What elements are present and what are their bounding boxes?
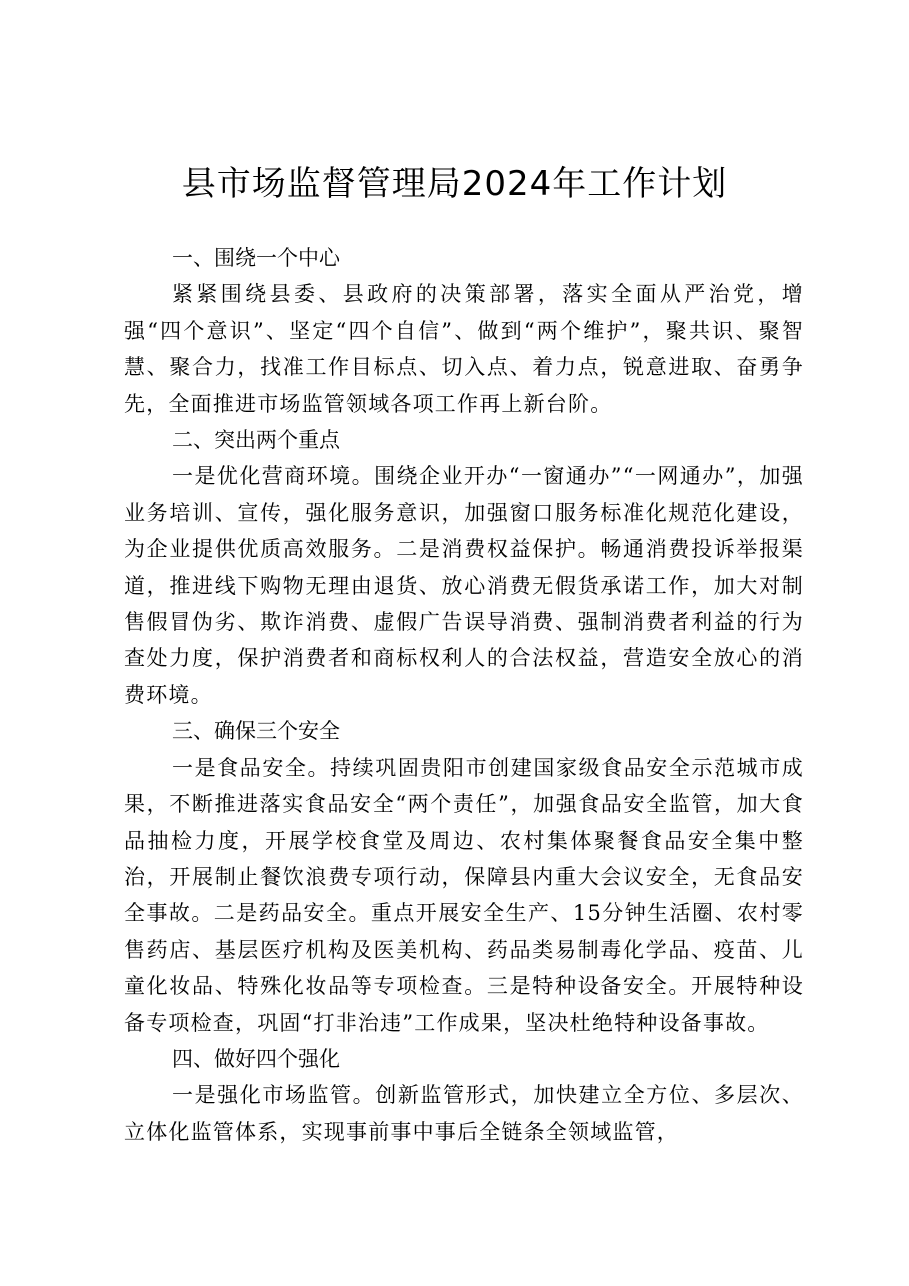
section-paragraph: 紧紧围绕县委、县政府的决策部署，落实全面从严治党，增强“四个意识”、坚定“四个自信”、做到“两个维护”，聚共识、聚智慧、聚合力，找准工作目标点、切入点、着力点，锐意进取、奋勇争先，全面推进市场监管领域各项工作再上新台阶。 [124,282,804,416]
section-3 [124,713,804,1041]
section-heading: 二、突出两个重点 [172,428,340,453]
section-paragraph: 一是强化市场监管。创新监管形式，加快建立全方位、多层次、立体化监管体系，实现事前事中事后全链条全领域监管， [124,1083,804,1144]
section-1 [124,240,804,422]
section-heading: 三、确保三个安全 [172,719,340,744]
document-body [124,240,804,1150]
section-paragraph: 一是优化营商环境。围绕企业开办“一窗通办”“一网通办”，加强业务培训、宣传，强化服务意识，加强窗口服务标准化规范化建设，为企业提供优质高效服务。二是消费权益保护。畅通消费投诉举报渠道，推进线下购物无理由退货、放心消费无假货承诺工作，加大对制售假冒伪劣、欺诈消费、虚假广告误导消费、强制消费者利益的行为查处力度，保护消费者和商标权利人的合法权益，营造安全放心的消费环境。 [124,464,804,707]
section-heading: 四、做好四个强化 [172,1046,340,1071]
section-4 [124,1041,804,1150]
section-paragraph: 一是食品安全。持续巩固贵阳市创建国家级食品安全示范城市成果，不断推进落实食品安全“两个责任”，加强食品安全监管，加大食品抽检力度，开展学校食堂及周边、农村集体聚餐食品安全集中整治，开展制止餐饮浪费专项行动，保障县内重大会议安全，无食品安全事故。二是药品安全。重点开展安全生产、15分钟生活圈、农村零售药店、基层医疗机构及医美机构、药品类易制毒化学品、疫苗、儿童化妆品、特殊化妆品等专项检查。三是特种设备安全。开展特种设备专项检查，巩固“打非治违”工作成果，坚决杜绝特种设备事故。 [124,755,804,1035]
section-heading: 一、围绕一个中心 [172,246,340,270]
section-2 [124,422,804,713]
document-title: 县市场监督管理局2024年工作计划 [181,164,728,204]
